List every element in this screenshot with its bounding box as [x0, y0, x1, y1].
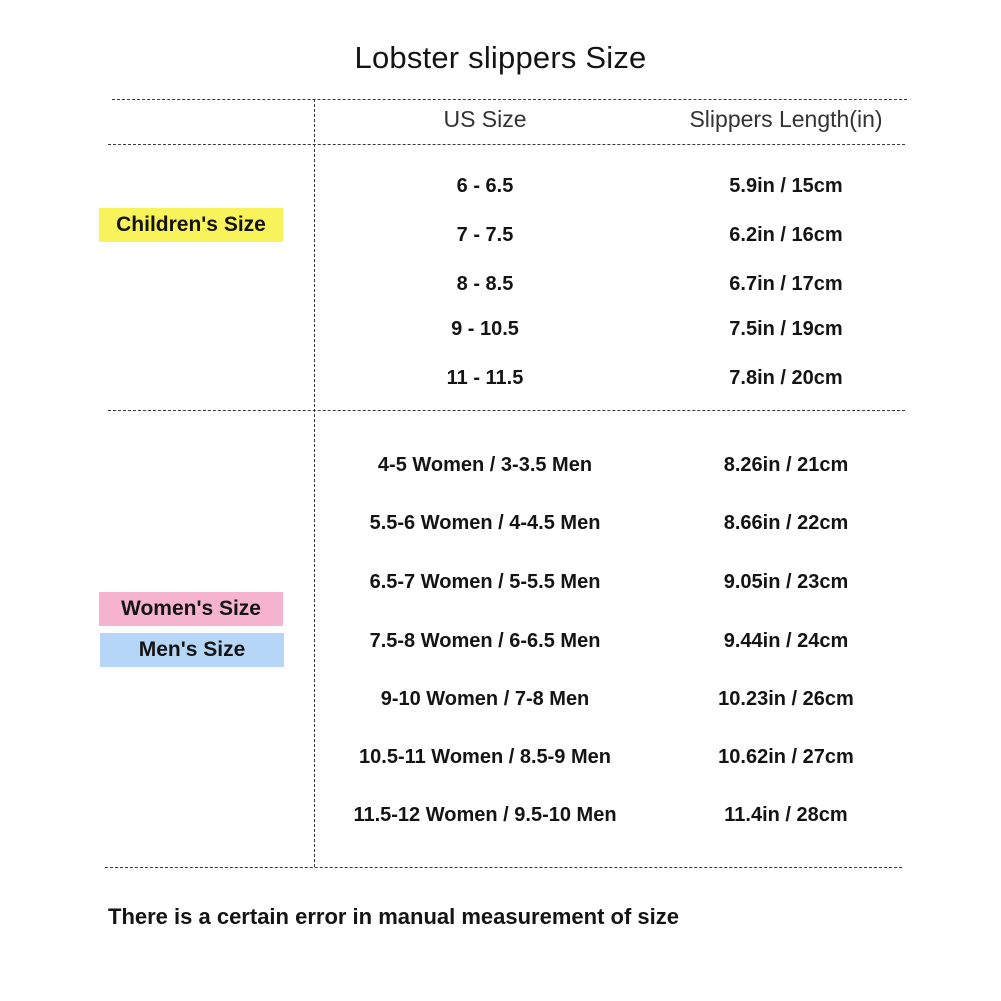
children-us-size: 9 - 10.5 [451, 318, 519, 340]
adult-length: 10.62in / 27cm [718, 746, 854, 768]
children-us-size: 7 - 7.5 [456, 224, 514, 246]
adult-us-size: 5.5-6 Women / 4-4.5 Men [369, 512, 601, 534]
adult-us-size: 6.5-7 Women / 5-5.5 Men [369, 571, 601, 593]
children-us-size: 6 - 6.5 [456, 175, 514, 197]
page-title: Lobster slippers Size [354, 40, 647, 75]
adult-us-size: 10.5-11 Women / 8.5-9 Men [359, 746, 611, 768]
adult-us-size: 9-10 Women / 7-8 Men [380, 688, 590, 710]
length-header: Slippers Length(in) [689, 106, 883, 132]
adult-us-size: 11.5-12 Women / 9.5-10 Men [353, 804, 617, 826]
children-length: 7.8in / 20cm [729, 367, 843, 389]
us-size-header: US Size [443, 106, 527, 132]
children-us-size: 11 - 11.5 [446, 367, 524, 389]
adult-length: 10.23in / 26cm [718, 688, 854, 710]
children-length: 5.9in / 15cm [729, 175, 843, 197]
children-us-size: 8 - 8.5 [456, 273, 514, 295]
women-size-badge: Women's Size [99, 592, 283, 626]
measurement-note: There is a certain error in manual measurement of size [108, 904, 679, 929]
adult-length: 9.05in / 23cm [723, 571, 849, 593]
header-divider [108, 144, 905, 145]
adult-us-size: 7.5-8 Women / 6-6.5 Men [369, 630, 601, 652]
children-size-badge: Children's Size [99, 208, 283, 242]
adult-us-size: 4-5 Women / 3-3.5 Men [377, 454, 593, 476]
children-length: 6.2in / 16cm [729, 224, 843, 246]
men-size-badge: Men's Size [100, 633, 284, 667]
adult-length: 9.44in / 24cm [723, 630, 849, 652]
section-divider [108, 410, 905, 411]
adult-length: 8.26in / 21cm [723, 454, 849, 476]
children-length: 7.5in / 19cm [729, 318, 843, 340]
adult-length: 11.4in / 28cm [724, 804, 848, 826]
table-bottom-divider [105, 867, 902, 868]
table-top-divider [112, 99, 907, 100]
adult-length: 8.66in / 22cm [723, 512, 849, 534]
children-length: 6.7in / 17cm [729, 273, 843, 295]
